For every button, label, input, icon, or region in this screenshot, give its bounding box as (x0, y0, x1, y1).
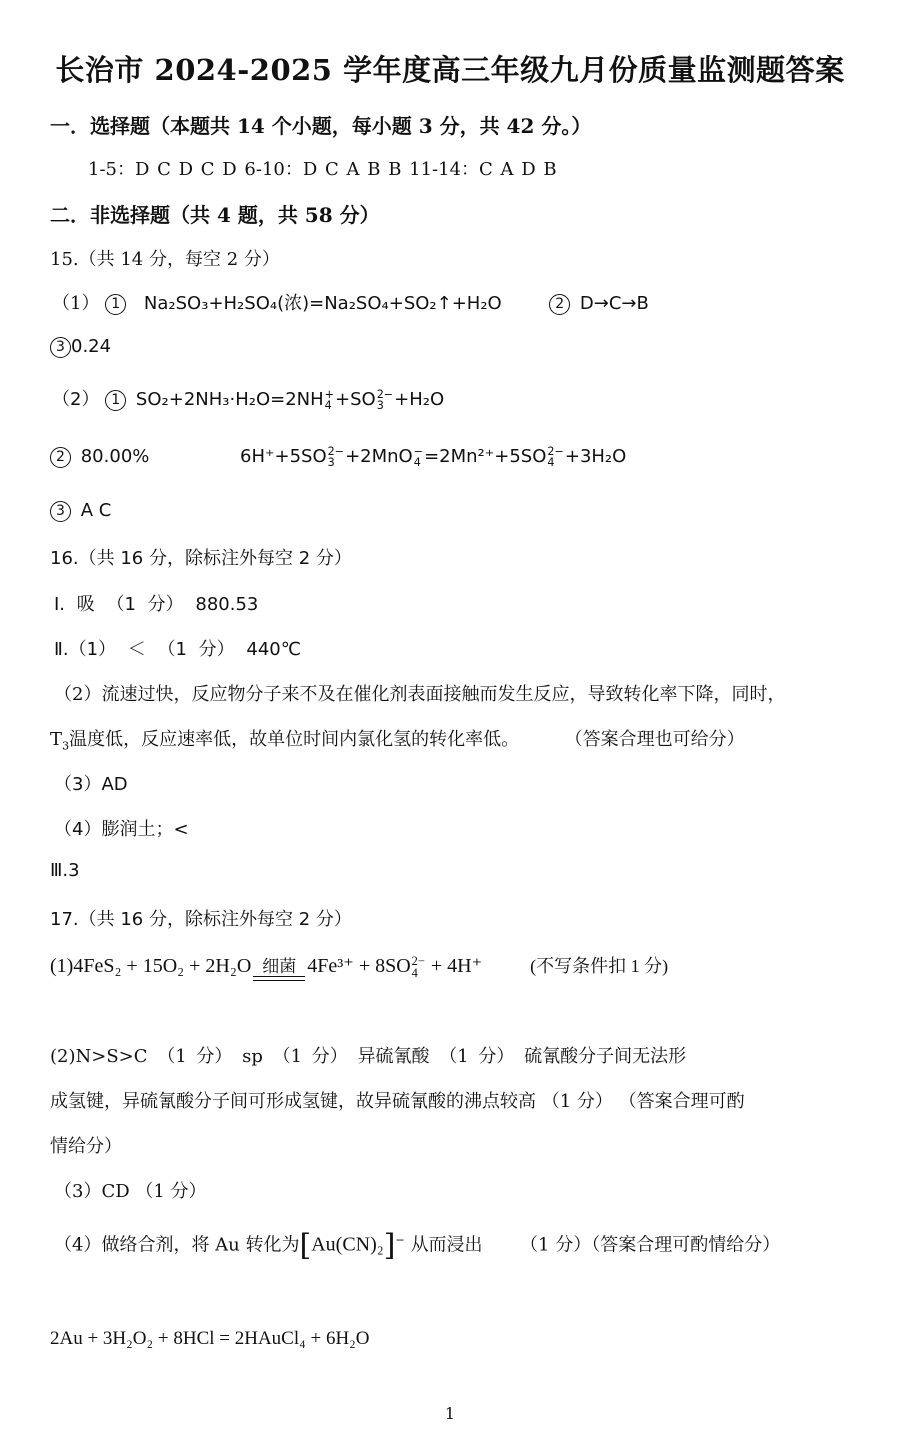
q17-part2-line2: 成氢键，异硫氰酸分子间可形成氢键，故异硫氰酸的沸点较高 （1 分） （答案合理可酌 (50, 1091, 745, 1112)
ion-script (414, 446, 423, 468)
ion-sub: 4 (547, 456, 555, 470)
q15-part2-line3 (50, 500, 111, 522)
ion-sup: − (413, 445, 424, 458)
ion-sub: 4 (411, 966, 418, 981)
q15-p2-answer3: A C (80, 500, 112, 521)
ion-sup: 2− (547, 445, 564, 458)
q17-part1-note: (不写条件扣 1 分) (530, 956, 669, 976)
q16-part-I: Ⅰ. 吸 （1 分） 880.53 (54, 594, 259, 615)
q17-part4-equation: 2Au + 3H₂O₂ + 8HCl = 2HAuCl₄ + 6H₂O (50, 1328, 370, 1349)
q15-header: 15.（共 14 分，每空 2 分） (50, 249, 280, 270)
q17-part3: （3）CD （1 分） (54, 1181, 207, 1202)
bracket: ] (383, 1228, 396, 1263)
ion-script (412, 955, 425, 980)
q15-p2-eq-part: SO₂+2NH₃·H₂O=2NH (135, 389, 324, 410)
q16-part-II-2-line2 (50, 725, 745, 753)
q15-part1-label: （1） (52, 293, 100, 314)
ion-sup: 2− (327, 445, 345, 458)
ion-script (377, 389, 393, 411)
q17-part4-text: 从而浸出 (410, 1234, 483, 1256)
q15-part2-line1 (52, 385, 444, 411)
equals-bars (253, 976, 305, 981)
temperature-symbol: T (50, 729, 63, 750)
q16-part-II-4: （4）膨润土；< (54, 819, 189, 840)
q17-part1-equation (50, 952, 668, 981)
ion-sup: 2− (411, 954, 425, 968)
q16-part-II-3: （3）AD (54, 774, 128, 795)
circled-number: 2 (549, 294, 570, 315)
complex-ion: Au(CN)₂ (311, 1233, 384, 1256)
q17-part4-line (54, 1228, 780, 1263)
ion-sub: 4 (324, 399, 332, 412)
q15-part2-label: （2） (52, 389, 100, 410)
condition-label: 细菌 (262, 957, 297, 976)
ion-script (547, 446, 563, 468)
ion-script (325, 389, 334, 411)
q15-p1-answer2: D→C→B (579, 293, 649, 314)
q15-p1-answer3: 0.24 (71, 336, 112, 357)
ion-script (328, 446, 344, 468)
reaction-condition (253, 958, 305, 981)
q17-part4-note: （1 分）（答案合理可酌情给分） (520, 1234, 781, 1256)
equation-part: +3H₂O (564, 446, 627, 468)
ion-sub: 3 (327, 456, 335, 470)
section2-heading: 二．非选择题（共 4 题，共 58 分） (50, 203, 380, 227)
equation-part: 6H⁺+5SO (240, 446, 327, 468)
q17-part2-line3: 情给分） (50, 1136, 122, 1157)
q15-p2-eq-part: +SO (335, 389, 376, 410)
q15-p1-answer1: Na₂SO₃+H₂SO₄(浓)=Na₂SO₄+SO₂↑+H₂O (143, 293, 502, 314)
page-title: 长治市 2024-2025 学年度高三年级九月份质量监测题答案 (55, 53, 845, 87)
circled-number: 1 (105, 294, 126, 315)
q15-part2-line2 (50, 446, 149, 468)
q15-part1-line3 (50, 336, 111, 358)
ion-sub: 3 (376, 399, 384, 412)
q17-part2-line1: (2)N>S>C （1 分） sp （1 分） 异硫氰酸 （1 分） 硫氰酸分子间无法形 (50, 1046, 687, 1067)
q16-explanation: 温度低，反应速率低，故单位时间内氯化氢的转化率低。 (69, 729, 520, 750)
section1-heading: 一．选择题（本题共 14 个小题，每小题 3 分，共 42 分。） (50, 114, 592, 138)
q15-p2-answer2: 80.00% (80, 446, 150, 467)
ion-sup: 2− (376, 387, 394, 401)
q17-part4-text: （4）做络合剂，将 Au 转化为 (54, 1234, 300, 1256)
section1-answers: 1-5：D C D C D 6-10：D C A B B 11-14：C A D B (88, 159, 557, 180)
equation-part: 4FeS₂ + 15O₂ + 2H₂O (73, 955, 252, 977)
q15-p2-redox-equation (240, 446, 626, 468)
q16-part-III: Ⅲ.3 (50, 860, 80, 881)
q16-part-II-1: Ⅱ.（1） ＜ （1 分） 440℃ (54, 639, 301, 660)
equation-part: +2MnO (345, 446, 413, 468)
ion-sup: + (324, 387, 335, 401)
circled-number: 3 (50, 337, 71, 358)
bracket: [ (299, 1228, 312, 1263)
ion-charge: − (395, 1233, 405, 1247)
equation-part: =2Mn²⁺+5SO (424, 446, 547, 468)
subscript: 3 (62, 739, 70, 753)
q16-note: （答案合理也可给分） (564, 729, 745, 750)
q15-part1-line (52, 289, 649, 315)
q16-part-II-2-line1: （2）流速过快，反应物分子来不及在催化剂表面接触而发生反应，导致转化率下降，同时， (54, 684, 786, 705)
page-number: 1 (444, 1404, 456, 1423)
circled-number: 2 (50, 447, 71, 468)
q17-header: 17.（共 16 分，除标注外每空 2 分） (50, 909, 352, 930)
q15-p2-eq-part: +H₂O (394, 389, 445, 410)
equation-part: + 4H⁺ (425, 955, 483, 977)
circled-number: 3 (50, 501, 71, 522)
q16-header: 16.（共 16 分，除标注外每空 2 分） (50, 548, 352, 569)
circled-number: 1 (105, 390, 126, 411)
ion-sub: 4 (413, 456, 421, 470)
q17-part1-label: (1) (50, 955, 74, 977)
equation-part: 4Fe³⁺ + 8SO (307, 955, 411, 977)
